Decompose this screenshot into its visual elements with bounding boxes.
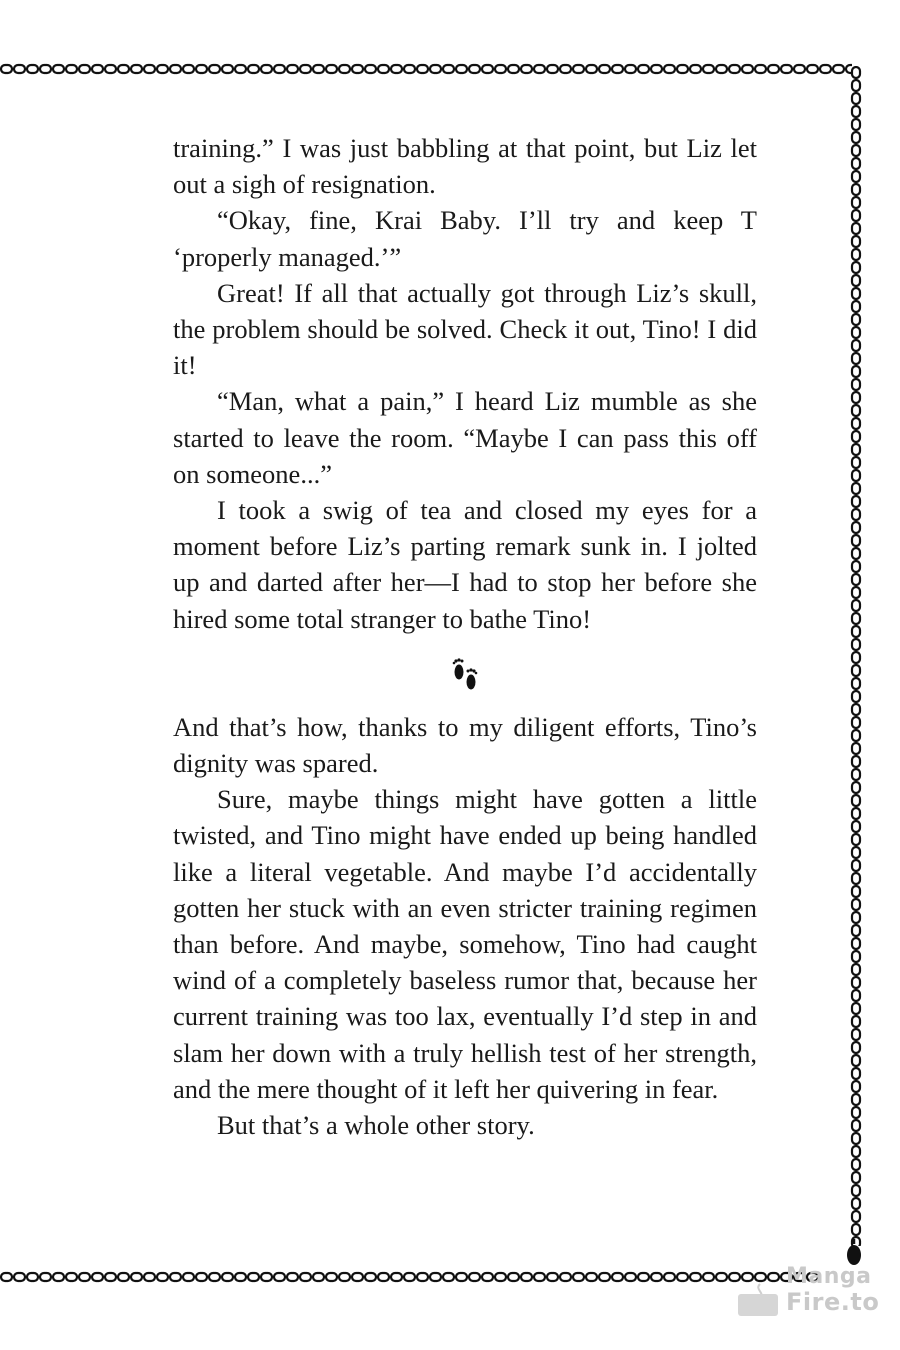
watermark-logo-icon [736,1282,782,1318]
paragraph: training.” I was just babbling at that point, but Liz let out a sigh of resignation. [173,133,757,200]
scene-break [173,637,757,709]
paragraph: But that’s a whole other story. [217,1110,535,1141]
paragraph: And that’s how, thanks to my diligent efforts, Tino’s dignity was spared. [173,711,757,779]
paragraph: “Okay, fine, Krai Baby. I’ll try and keep T ‘properly managed.’” [173,205,757,272]
chain-border-top [0,62,852,76]
paragraph: I took a swig of tea and closed my eyes for a moment before Liz’s parting remark sunk in. I jolted up and darted after her—I had to stop her before she hired some total stranger to bathe Tino! [173,495,757,634]
paragraph: Great! If all that actually got through Liz’s skull, the problem should be solved. Check it out, Tino! I did it! [173,277,757,381]
paragraph: “Man, what a pain,” I heard Liz mumble as she started to leave the room. “Maybe I can pass this off on someone...” [173,386,757,489]
footprints-icon [450,653,480,693]
watermark-text: Manga [786,1264,872,1289]
paragraph: Sure, maybe things might have gotten a little twisted, and Tino might have ended up being handled like a literal vegetable. And maybe I’d accidentally gotten her stuck with an even stricter training regimen than before. And maybe, somehow, Tino had caught wind of a completely baseless rumor that, because her current training was too lax, eventually I’d step in and slam her down with a truly hellish test of her strength, and the mere thought of it left her quivering in fear. [173,784,757,1104]
chain-border-right [849,66,863,1246]
page-body [173,130,757,1143]
chain-border-bottom [0,1270,820,1284]
watermark-text: Fire.to [786,1288,880,1316]
watermark [736,1262,880,1322]
